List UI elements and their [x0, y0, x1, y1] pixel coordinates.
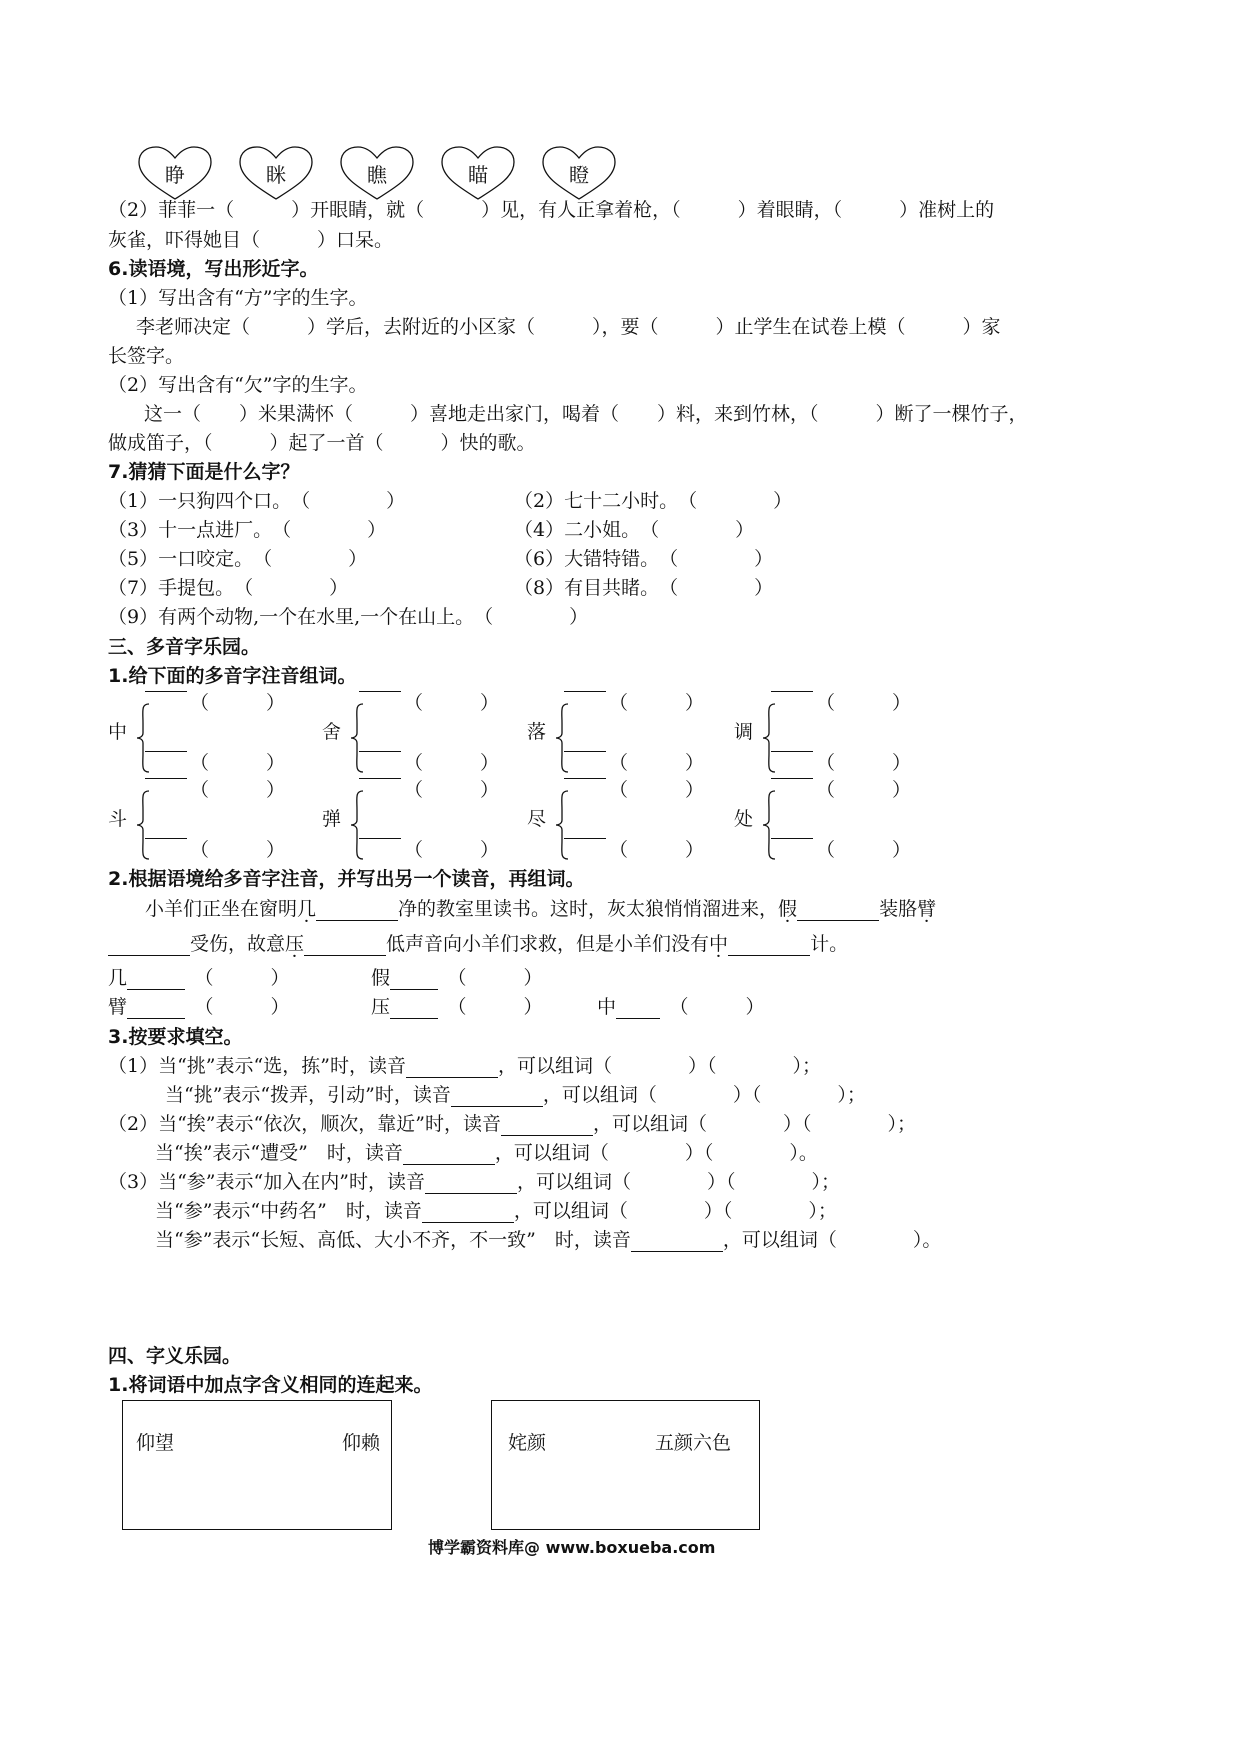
q7-item: （9）有两个动物,一个在水里,一个在山上。 （ ） — [108, 606, 589, 628]
q5-2-line2: 灰雀，吓得她目（ ）口呆。 — [108, 229, 394, 251]
q2-context-line2: 受伤，故意压 低声音向小羊们求救，但是小羊们没有中 计。 — [108, 932, 848, 956]
q3-line: 当“参”表示“长短、高低、大小不齐，不一致” 时，读音 ，可以组词（ ）。 — [155, 1229, 942, 1251]
q7-item: （4）二小姐。 （ ） — [514, 519, 755, 541]
answer-blank[interactable] — [108, 935, 190, 956]
section3-q2-title: 2.根据语境给多音字注音，并写出另一个读音，再组词。 — [108, 868, 585, 890]
q7-item: （2）七十二小时。 （ ） — [514, 490, 793, 512]
answer-blank[interactable] — [304, 935, 386, 956]
q3-line: 当“挨”表示“遭受” 时，读音 ，可以组词（ ）（ ）。 — [155, 1142, 818, 1164]
dotted-char: 压 — [285, 933, 305, 955]
polyphone-char: 处 — [734, 808, 754, 830]
paren: （ ） — [190, 752, 286, 774]
footer-watermark: 博学霸资料库@ www.boxueba.com — [428, 1538, 716, 1557]
section4-q1-title: 1.将词语中加点字含义相同的连起来。 — [108, 1374, 433, 1396]
q6-part2-line2: 做成笛子，（ ）起了一首（ ）快的歌。 — [108, 432, 536, 454]
dotted-char: 假 — [778, 898, 798, 920]
match-box-1 — [122, 1400, 392, 1530]
q2-context-line1: 小羊们正坐在窗明几 净的教室里读书。这时，灰太狼悄悄溜进来，假 装胳臂 — [145, 898, 937, 920]
heart-5 — [540, 145, 618, 201]
q3-line: （2）当“挨”表示“依次，顺次，靠近”时，读音 ，可以组词（ ）（ ）； — [108, 1113, 916, 1135]
q6-part2-label: （2）写出含有“欠”字的生字。 — [108, 374, 368, 396]
q2-answer-zhong: 中 （ ） — [597, 996, 765, 1018]
polyphone-char: 中 — [108, 721, 128, 743]
q6-title: 6.读语境，写出形近字。 — [108, 258, 319, 280]
dotted-char: 几 — [297, 898, 317, 920]
q6-part1-line2: 长签字。 — [108, 345, 185, 367]
match-box-2 — [491, 1400, 760, 1530]
section3-q1-title: 1.给下面的多音字注音组词。 — [108, 665, 357, 687]
paren: （ ） — [404, 692, 500, 714]
heart-4 — [439, 145, 517, 201]
q6-part1-line1: 李老师决定（ ）学后，去附近的小区家（ ），要（ ）止学生在试卷上模（ ）家 — [136, 316, 1001, 338]
q5-2-line1: （2）菲菲一（ ）开眼睛，就（ ）见，有人正拿着枪，（ ）着眼睛，（ ）准树上的 — [108, 199, 995, 221]
paren: （ ） — [404, 752, 500, 774]
dotted-char: 臂 — [917, 898, 937, 920]
heart-char: 睁 — [165, 163, 185, 187]
paren: （ ） — [190, 692, 286, 714]
polyphone-char: 弹 — [322, 808, 342, 830]
word[interactable]: 五颜六色 — [655, 1432, 732, 1454]
paren: （ ） — [816, 692, 912, 714]
q7-item: （7）手提包。 （ ） — [108, 577, 349, 599]
answer-blank[interactable] — [797, 900, 879, 921]
paren: （ ） — [190, 779, 286, 801]
q3-line: 当“挑”表示“拨弄，引动”时，读音 ，可以组词（ ）（ ）； — [165, 1084, 866, 1106]
word[interactable]: 姹颜 — [508, 1432, 547, 1454]
section3-title: 三、多音字乐园。 — [108, 636, 261, 658]
paren: （ ） — [609, 692, 705, 714]
q2-answer-bi: 臂 （ ） — [108, 996, 290, 1018]
paren: （ ） — [404, 779, 500, 801]
heart-char: 眯 — [266, 163, 286, 187]
q3-line: （3）当“参”表示“加入在内”时，读音 ，可以组词（ ）（ ）； — [108, 1171, 840, 1193]
paren: （ ） — [404, 839, 500, 861]
dotted-char: 中 — [709, 933, 729, 955]
word[interactable]: 仰望 — [136, 1432, 175, 1454]
word[interactable]: 仰赖 — [342, 1432, 381, 1454]
q7-item: （6）大错特错。 （ ） — [514, 548, 774, 570]
q6-part1-label: （1）写出含有“方”字的生字。 — [108, 287, 368, 309]
answer-blank[interactable] — [728, 935, 810, 956]
heart-1 — [136, 145, 214, 201]
heart-char: 瞪 — [569, 163, 589, 187]
section3-q3-title: 3.按要求填空。 — [108, 1026, 243, 1048]
q7-title: 7.猜猜下面是什么字？ — [108, 461, 300, 483]
heart-3 — [338, 145, 416, 201]
paren: （ ） — [609, 752, 705, 774]
q2-answer-ya: 压 （ ） — [371, 996, 543, 1018]
q2-answer-ji: 几 （ ） — [108, 967, 290, 989]
polyphone-char: 尽 — [527, 808, 547, 830]
q7-item: （8）有目共睹。 （ ） — [514, 577, 774, 599]
q7-item: （5）一口咬定。 （ ） — [108, 548, 368, 570]
polyphone-char: 落 — [527, 721, 547, 743]
q2-answer-jia: 假 （ ） — [371, 967, 543, 989]
q7-item: （3）十一点进厂。 （ ） — [108, 519, 387, 541]
q3-line: （1）当“挑”表示“选，拣”时，读音 ，可以组词（ ）（ ）； — [108, 1055, 821, 1077]
paren: （ ） — [609, 839, 705, 861]
heart-2 — [237, 145, 315, 201]
q3-line: 当“参”表示“中药名” 时，读音 ，可以组词（ ）（ ）； — [155, 1200, 837, 1222]
polyphone-char: 调 — [734, 721, 754, 743]
heart-char: 瞄 — [468, 163, 488, 187]
paren: （ ） — [190, 839, 286, 861]
paren: （ ） — [816, 839, 912, 861]
section4-title: 四、字义乐园。 — [108, 1345, 242, 1367]
polyphone-char: 斗 — [108, 808, 128, 830]
polyphone-char: 舍 — [322, 721, 342, 743]
heart-char: 瞧 — [367, 163, 387, 187]
paren: （ ） — [816, 779, 912, 801]
paren: （ ） — [609, 779, 705, 801]
q6-part2-line1: 这一（ ）米果满怀（ ）喜地走出家门，喝着（ ）料，来到竹林，（ ）断了一棵竹子， — [144, 403, 1028, 425]
q7-item: （1）一只狗四个口。 （ ） — [108, 490, 406, 512]
paren: （ ） — [816, 752, 912, 774]
answer-blank[interactable] — [316, 900, 398, 921]
